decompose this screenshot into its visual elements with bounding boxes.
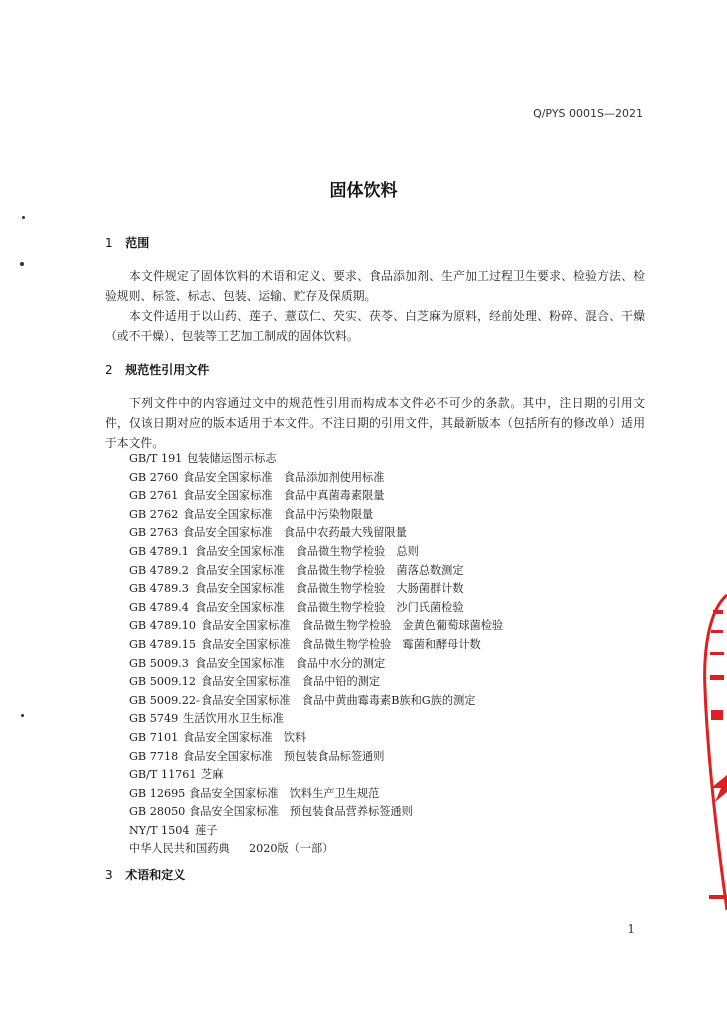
reference-code: GB/T 191 bbox=[129, 452, 183, 465]
list-item bbox=[129, 469, 503, 488]
scope-paragraph-1: 本文件规定了固体饮料的术语和定义、要求、食品添加剂、生产加工过程卫生要求、检验方法、检验规则、标签、标志、包装、运输、贮存及保质期。 bbox=[105, 269, 645, 303]
reference-code: GB 12695 bbox=[129, 786, 186, 800]
reference-title: 食品安全国家标准 预包装食品标签通则 bbox=[183, 749, 385, 763]
reference-code: GB 5009.12 bbox=[129, 675, 196, 689]
document-number: Q/PYS 0001S—2021 bbox=[533, 107, 643, 120]
section-title: 术语和定义 bbox=[125, 868, 186, 882]
reference-title: 食品安全国家标准 食品中水分的测定 bbox=[195, 656, 386, 670]
reference-code: GB 5009.22- bbox=[129, 693, 200, 707]
reference-code: GB 4789.10 bbox=[129, 619, 196, 633]
reference-title: 食品安全国家标准 食品微生物学检验 金黄色葡萄球菌检验 bbox=[201, 619, 504, 633]
reference-code: GB 2763 bbox=[129, 526, 179, 540]
section-title: 范围 bbox=[125, 236, 150, 250]
section-number: 3 bbox=[105, 868, 113, 882]
reference-title: 食品安全国家标准 食品中黄曲霉毒素B族和G族的测定 bbox=[201, 693, 476, 707]
reference-title: 食品安全国家标准 食品中铅的测定 bbox=[201, 675, 381, 689]
reference-code: GB 5009.3 bbox=[129, 656, 189, 670]
list-item bbox=[129, 562, 503, 581]
list-item bbox=[129, 617, 503, 636]
reference-title: 食品安全国家标准 食品中真菌毒素限量 bbox=[183, 489, 385, 503]
page-title: 固体饮料 bbox=[329, 181, 398, 201]
reference-title: 食品安全国家标准 食品中污染物限量 bbox=[183, 507, 374, 521]
reference-title: 2020版（一部） bbox=[249, 842, 334, 856]
reference-code: GB 4789.2 bbox=[129, 563, 189, 577]
list-item bbox=[129, 710, 503, 729]
reference-title: 食品安全国家标准 预包装食品营养标签通则 bbox=[189, 805, 413, 819]
reference-code: GB 2762 bbox=[129, 507, 179, 521]
list-item bbox=[129, 729, 503, 748]
section-number: 1 bbox=[105, 236, 113, 250]
list-item bbox=[129, 599, 503, 618]
reference-code: NY/T 1504 bbox=[129, 823, 190, 837]
list-item bbox=[129, 692, 503, 711]
list-item bbox=[129, 543, 503, 562]
list-item bbox=[129, 655, 503, 674]
list-item bbox=[129, 580, 503, 599]
list-item bbox=[129, 673, 503, 692]
list-item bbox=[129, 487, 503, 506]
scope-paragraph-2: 本文件适用于以山药、莲子、薏苡仁、芡实、茯苓、白芝麻为原料，经前处理、粉碎、混合、干燥（或不干燥）、包装等工艺加工制成的固体饮料。 bbox=[105, 309, 645, 343]
reference-title: 食品安全国家标准 食品微生物学检验 霉菌和酵母计数 bbox=[201, 637, 481, 651]
reference-title: 食品安全国家标准 饮料 bbox=[183, 730, 307, 744]
reference-title: 食品安全国家标准 食品中农药最大残留限量 bbox=[183, 526, 407, 540]
reference-code: GB 5749 bbox=[129, 712, 179, 726]
reference-title: 食品安全国家标准 食品微生物学检验 大肠菌群计数 bbox=[195, 582, 464, 596]
reference-code: GB 28050 bbox=[129, 805, 186, 819]
section-title: 规范性引用文件 bbox=[125, 363, 210, 377]
list-item bbox=[129, 840, 503, 859]
page-number: 1 bbox=[627, 922, 635, 936]
list-item bbox=[129, 450, 503, 469]
reference-code: GB 2761 bbox=[129, 489, 179, 503]
section-heading-terms bbox=[105, 866, 185, 883]
reference-code: GB 7718 bbox=[129, 749, 179, 763]
section-heading-scope bbox=[105, 234, 149, 251]
reference-code: GB 7101 bbox=[129, 730, 179, 744]
reference-title: 食品安全国家标准 食品微生物学检验 沙门氏菌检验 bbox=[195, 600, 464, 614]
reference-title: 食品安全国家标准 饮料生产卫生规范 bbox=[189, 786, 380, 800]
scan-speck bbox=[21, 714, 24, 717]
list-item bbox=[129, 766, 503, 785]
reference-title: 芝麻 bbox=[201, 768, 224, 782]
scan-speck bbox=[22, 216, 25, 219]
list-item bbox=[129, 524, 503, 543]
reference-title: 生活饮用水卫生标准 bbox=[183, 712, 284, 726]
reference-title: 食品安全国家标准 食品微生物学检验 菌落总数测定 bbox=[195, 563, 464, 577]
reference-title: 莲子 bbox=[195, 823, 218, 837]
seal-stamp-icon bbox=[701, 590, 727, 920]
scan-speck bbox=[20, 262, 24, 266]
reference-code: GB 2760 bbox=[129, 470, 179, 484]
reference-code: GB/T 11761 bbox=[129, 768, 197, 782]
reference-code: GB 4789.4 bbox=[129, 600, 189, 614]
reference-code: GB 4789.15 bbox=[129, 637, 196, 651]
list-item bbox=[129, 748, 503, 767]
reference-title: 包装储运图示标志 bbox=[187, 452, 277, 465]
reference-code: GB 4789.3 bbox=[129, 582, 189, 596]
references-intro-paragraph: 下列文件中的内容通过文中的规范性引用而构成本文件必不可少的条款。其中，注日期的引用文件，仅该日期对应的版本适用于本文件。不注日期的引用文件，其最新版本（包括所有的修改单）适用于本文件。 bbox=[105, 396, 645, 450]
reference-list bbox=[129, 450, 503, 859]
section-heading-normative-references bbox=[105, 361, 209, 378]
reference-title: 食品安全国家标准 食品添加剂使用标准 bbox=[183, 470, 385, 484]
list-item bbox=[129, 636, 503, 655]
reference-code: 中华人民共和国药典 bbox=[129, 842, 230, 856]
list-item bbox=[129, 506, 503, 525]
list-item bbox=[129, 822, 503, 841]
reference-title: 食品安全国家标准 食品微生物学检验 总则 bbox=[195, 544, 419, 558]
list-item bbox=[129, 785, 503, 804]
reference-code: GB 4789.1 bbox=[129, 544, 189, 558]
section-number: 2 bbox=[105, 363, 113, 377]
list-item bbox=[129, 803, 503, 822]
